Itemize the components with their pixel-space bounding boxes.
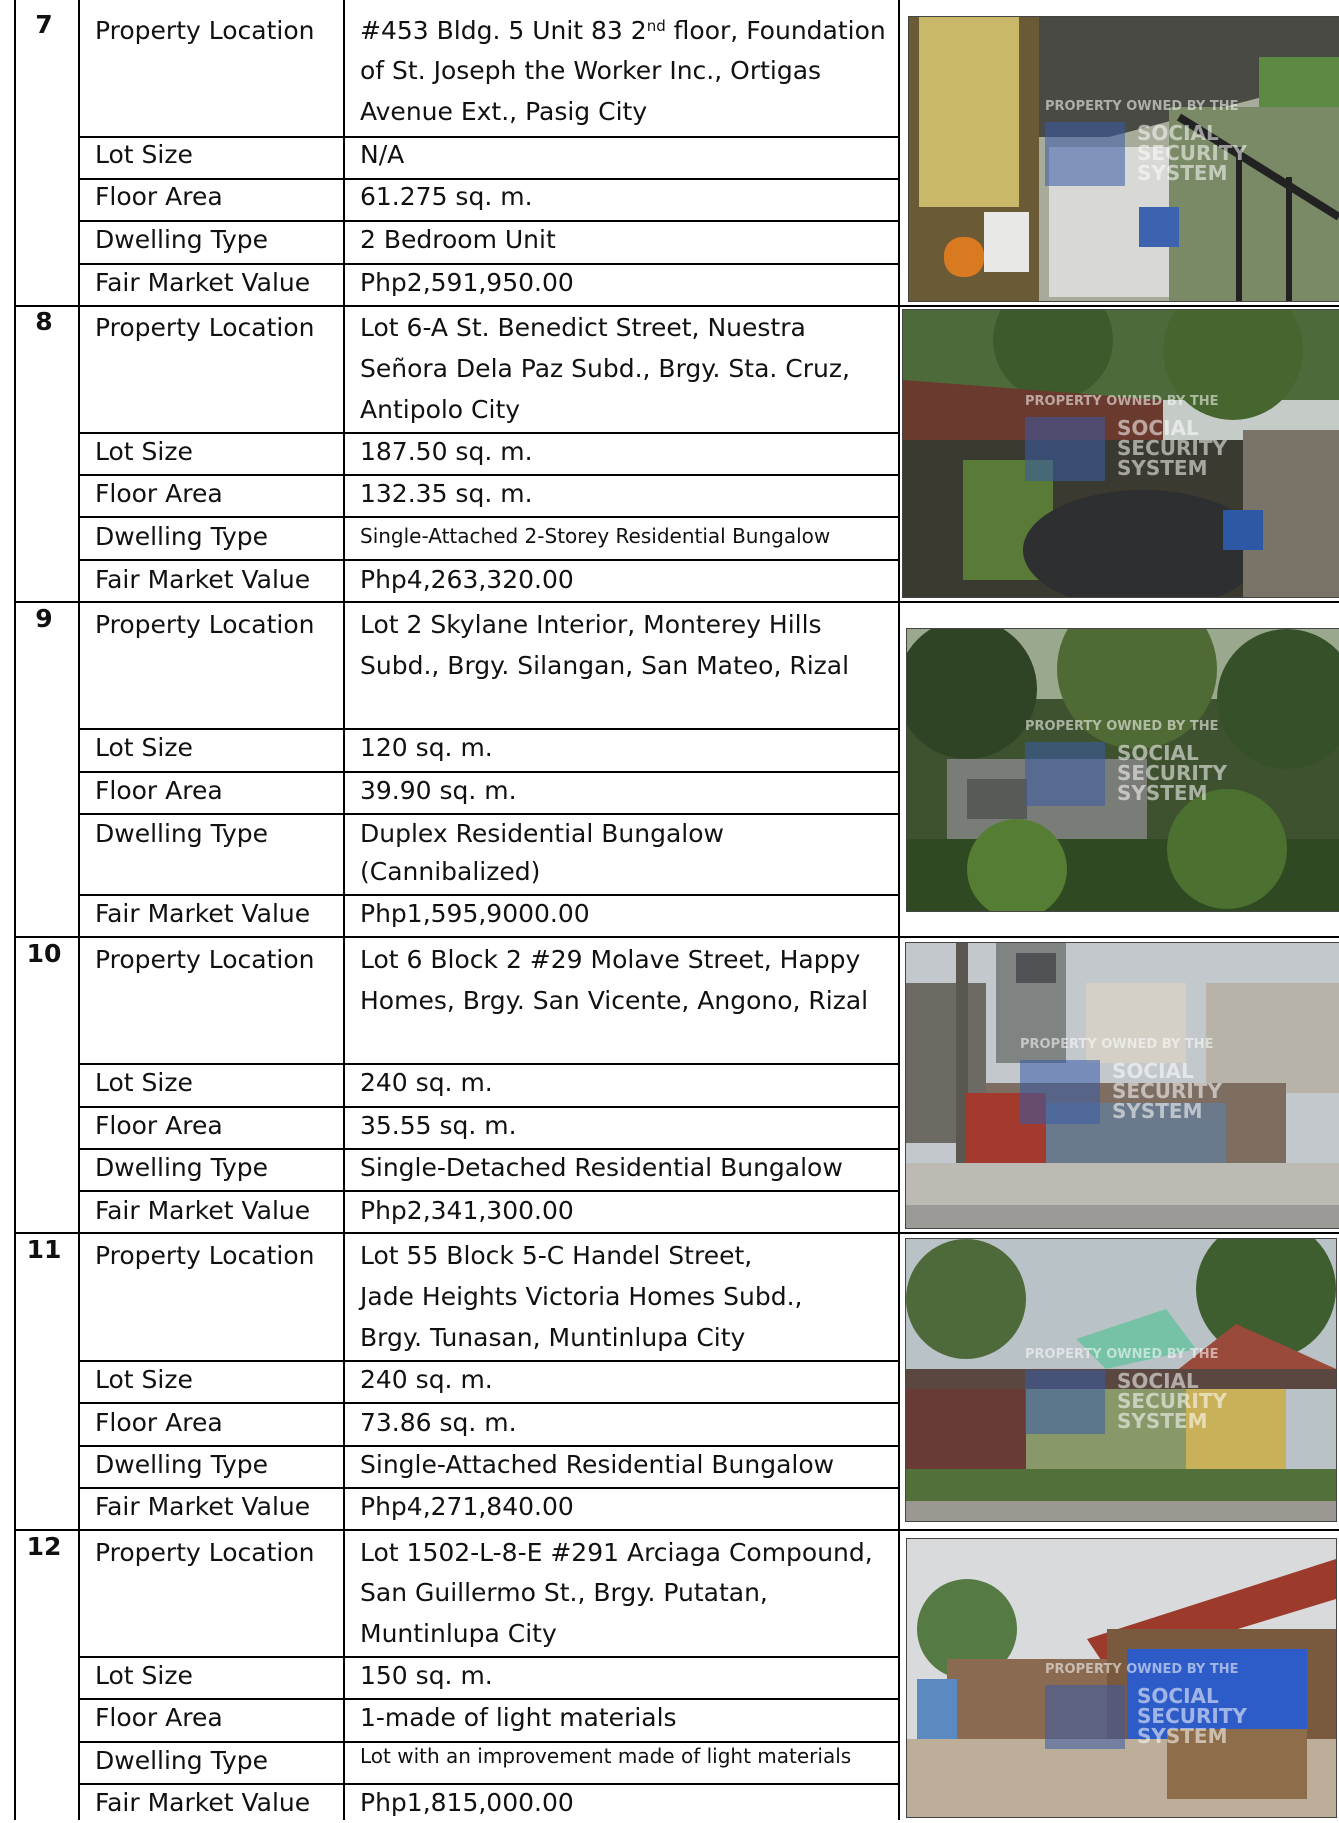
label-dwelling-type: Dwelling Type	[95, 225, 268, 254]
svg-text:PROPERTY OWNED BY THE: PROPERTY OWNED BY THE	[1025, 394, 1219, 409]
value-fair-market-value: Php2,591,950.00	[360, 268, 574, 297]
label-dwelling-type: Dwelling Type	[95, 1450, 268, 1479]
value-dwelling-type: Lot with an improvement made of light materials	[360, 1744, 852, 1768]
row-number: 11	[26, 1235, 62, 1264]
property-photo-10	[905, 942, 1339, 1229]
value-fair-market-value: Php4,271,840.00	[360, 1492, 574, 1521]
column-divider-value	[898, 0, 900, 1820]
value-property-location-line1: Lot 6 Block 2 #29 Molave Street, Happy	[360, 945, 861, 974]
svg-text:SYSTEM: SYSTEM	[1117, 456, 1208, 480]
svg-text:SOCIAL: SOCIAL	[1117, 741, 1199, 765]
svg-text:PROPERTY OWNED BY THE: PROPERTY OWNED BY THE	[1045, 1662, 1239, 1677]
value-dwelling-type: Single-Attached Residential Bungalow	[360, 1450, 835, 1479]
value-floor-area: 73.86 sq. m.	[360, 1408, 517, 1437]
label-floor-area: Floor Area	[95, 1408, 223, 1437]
value-dwelling-type-line1: Duplex Residential Bungalow	[360, 819, 724, 848]
label-fair-market-value: Fair Market Value	[95, 1492, 311, 1521]
label-lot-size: Lot Size	[95, 1365, 193, 1394]
value-fair-market-value: Php1,595,9000.00	[360, 899, 590, 928]
label-fair-market-value: Fair Market Value	[95, 565, 311, 594]
svg-text:SYSTEM: SYSTEM	[1117, 1409, 1208, 1433]
svg-text:PROPERTY OWNED BY THE: PROPERTY OWNED BY THE	[1020, 1037, 1214, 1052]
row-number: 7	[35, 10, 53, 39]
svg-text:SYSTEM: SYSTEM	[1137, 161, 1228, 185]
value-fair-market-value: Php2,341,300.00	[360, 1196, 574, 1225]
value-dwelling-type: Single-Attached 2-Storey Residential Bungalow	[360, 524, 831, 548]
value-floor-area: 61.275 sq. m.	[360, 182, 533, 211]
label-lot-size: Lot Size	[95, 1068, 193, 1097]
label-fair-market-value: Fair Market Value	[95, 1196, 311, 1225]
value-property-location-line2: Jade Heights Victoria Homes Subd.,	[360, 1282, 803, 1311]
property-photo-12	[906, 1538, 1337, 1818]
value-dwelling-type: 2 Bedroom Unit	[360, 225, 556, 254]
label-floor-area: Floor Area	[95, 479, 223, 508]
value-lot-size: 150 sq. m.	[360, 1661, 493, 1690]
value-fair-market-value: Php1,815,000.00	[360, 1788, 574, 1817]
svg-text:SOCIAL: SOCIAL	[1112, 1059, 1194, 1083]
svg-text:SECURITY: SECURITY	[1117, 436, 1227, 460]
svg-text:SECURITY: SECURITY	[1112, 1079, 1222, 1103]
svg-text:PROPERTY OWNED BY THE: PROPERTY OWNED BY THE	[1025, 719, 1219, 734]
value-lot-size: 240 sq. m.	[360, 1068, 493, 1097]
label-property-location: Property Location	[95, 16, 315, 45]
value-floor-area: 1-made of light materials	[360, 1703, 677, 1732]
label-property-location: Property Location	[95, 1538, 315, 1567]
value-property-location-line3: Muntinlupa City	[360, 1619, 557, 1648]
value-dwelling-type: Single-Detached Residential Bungalow	[360, 1153, 843, 1182]
value-property-location-line2: Homes, Brgy. San Vicente, Angono, Rizal	[360, 986, 869, 1015]
property-photo-7	[908, 16, 1339, 302]
label-dwelling-type: Dwelling Type	[95, 522, 268, 551]
value-property-location-line1: Lot 55 Block 5-C Handel Street,	[360, 1241, 753, 1270]
label-fair-market-value: Fair Market Value	[95, 268, 311, 297]
value-property-location-line2: Señora Dela Paz Subd., Brgy. Sta. Cruz,	[360, 354, 850, 383]
label-fair-market-value: Fair Market Value	[95, 1788, 311, 1817]
value-dwelling-type-line2: (Cannibalized)	[360, 857, 541, 886]
svg-text:SOCIAL: SOCIAL	[1117, 1369, 1199, 1393]
label-floor-area: Floor Area	[95, 1703, 223, 1732]
value-property-location-line1: #453 Bldg. 5 Unit 83 2nd floor, Foundation	[360, 16, 886, 45]
label-lot-size: Lot Size	[95, 437, 193, 466]
value-floor-area: 132.35 sq. m.	[360, 479, 533, 508]
row-number: 12	[26, 1532, 62, 1561]
label-floor-area: Floor Area	[95, 1111, 223, 1140]
row-number: 8	[35, 307, 53, 336]
row-number: 9	[35, 604, 53, 633]
svg-text:SYSTEM: SYSTEM	[1112, 1099, 1203, 1123]
value-lot-size: 187.50 sq. m.	[360, 437, 533, 466]
label-fair-market-value: Fair Market Value	[95, 899, 311, 928]
svg-text:SOCIAL: SOCIAL	[1137, 1684, 1219, 1708]
label-dwelling-type: Dwelling Type	[95, 819, 268, 848]
svg-text:SECURITY: SECURITY	[1137, 141, 1247, 165]
label-dwelling-type: Dwelling Type	[95, 1153, 268, 1182]
svg-text:SYSTEM: SYSTEM	[1137, 1724, 1228, 1748]
svg-text:SYSTEM: SYSTEM	[1117, 781, 1208, 805]
value-property-location-line3: Brgy. Tunasan, Muntinlupa City	[360, 1323, 746, 1352]
svg-text:SOCIAL: SOCIAL	[1137, 121, 1219, 145]
property-photo-9	[906, 628, 1339, 912]
value-property-location-line1: Lot 2 Skylane Interior, Monterey Hills	[360, 610, 822, 639]
value-property-location-line2: San Guillermo St., Brgy. Putatan,	[360, 1578, 768, 1607]
label-lot-size: Lot Size	[95, 1661, 193, 1690]
label-property-location: Property Location	[95, 1241, 315, 1270]
value-property-location-line2: Subd., Brgy. Silangan, San Mateo, Rizal	[360, 651, 850, 680]
label-lot-size: Lot Size	[95, 140, 193, 169]
value-lot-size: 240 sq. m.	[360, 1365, 493, 1394]
svg-text:SECURITY: SECURITY	[1117, 1389, 1227, 1413]
value-property-location-line3: Avenue Ext., Pasig City	[360, 97, 648, 126]
svg-text:PROPERTY OWNED BY THE: PROPERTY OWNED BY THE	[1025, 1347, 1219, 1362]
value-property-location-line2: of St. Joseph the Worker Inc., Ortigas	[360, 56, 822, 85]
svg-text:SOCIAL: SOCIAL	[1117, 416, 1199, 440]
value-property-location-line1: Lot 1502-L-8-E #291 Arciaga Compound,	[360, 1538, 873, 1567]
value-property-location-line1: Lot 6-A St. Benedict Street, Nuestra	[360, 313, 806, 342]
value-property-location-line3: Antipolo City	[360, 395, 521, 424]
svg-text:PROPERTY OWNED BY THE: PROPERTY OWNED BY THE	[1045, 99, 1239, 114]
column-divider-number	[78, 0, 80, 1820]
label-floor-area: Floor Area	[95, 776, 223, 805]
svg-text:SECURITY: SECURITY	[1137, 1704, 1247, 1728]
value-lot-size: N/A	[360, 140, 405, 169]
label-floor-area: Floor Area	[95, 182, 223, 211]
label-property-location: Property Location	[95, 313, 315, 342]
property-photo-8	[902, 309, 1339, 598]
row-number: 10	[26, 939, 62, 968]
value-floor-area: 35.55 sq. m.	[360, 1111, 517, 1140]
property-photo-11	[905, 1238, 1337, 1522]
label-property-location: Property Location	[95, 945, 315, 974]
value-lot-size: 120 sq. m.	[360, 733, 493, 762]
label-lot-size: Lot Size	[95, 733, 193, 762]
column-divider-label	[343, 0, 345, 1820]
value-fair-market-value: Php4,263,320.00	[360, 565, 574, 594]
label-property-location: Property Location	[95, 610, 315, 639]
label-dwelling-type: Dwelling Type	[95, 1746, 268, 1775]
value-floor-area: 39.90 sq. m.	[360, 776, 517, 805]
svg-text:SECURITY: SECURITY	[1117, 761, 1227, 785]
